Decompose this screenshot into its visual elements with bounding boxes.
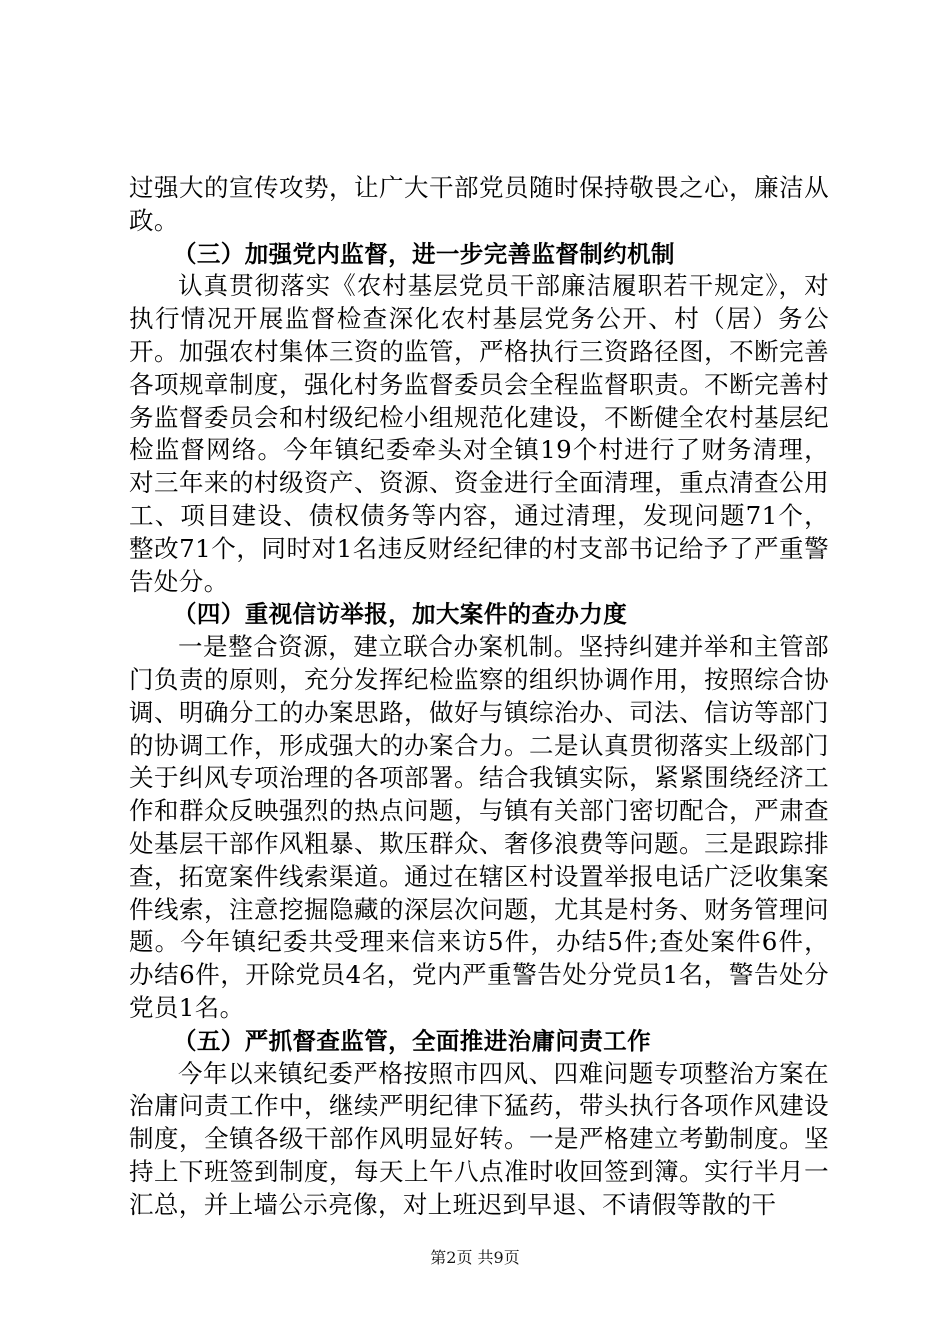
- section-heading-5: （五）严抓督查监管，全面推进治庸问责工作: [173, 1026, 651, 1055]
- paragraph-continuation: 过强大的宣传攻势，让广大干部党员随时保持敬畏之心，廉洁从政。: [129, 173, 829, 235]
- paragraph-section-4: 一是整合资源，建立联合办案机制。坚持纠建并举和主管部门负责的原则，充分发挥纪检监察的组织协调作用，按照综合协调、明确分工的办案思路，做好与镇综治办、司法、信访等部门的协调工作，形成强大的办案合力。二是认真贯彻落实上级部门关于纠风专项治理的各项部署。结合我镇实际，紧紧围绕经济工作和群众反映强烈的热点问题，与镇有关部门密切配合，严肃查处基层干部作风粗暴、欺压群众、奢侈浪费等问题。三是跟踪排查，拓宽案件线索渠道。通过在辖区村设置举报电话广泛收集案件线索，注意挖掘隐藏的深层次问题，尤其是村务、财务管理问题。今年镇纪委共受理来信来访5件，办结5件;查处案件6件，办结6件，开除党员4名，党内严重警告处分党员1名，警告处分党员1名。: [129, 632, 829, 1022]
- section-heading-4: （四）重视信访举报，加大案件的查办力度: [173, 600, 628, 629]
- section-heading-3: （三）加强党内监督，进一步完善监督制约机制: [173, 239, 675, 268]
- page-number-footer: 第2页 共9页: [430, 1248, 520, 1267]
- document-body: [129, 172, 829, 1222]
- paragraph-section-5: 今年以来镇纪委严格按照市四风、四难问题专项整治方案在治庸问责工作中，继续严明纪律下猛药，带头执行各项作风建设制度，全镇各级干部作风明显好转。一是严格建立考勤制度。坚持上下班签到制度，每天上午八点准时收回签到簿。实行半月一汇总，并上墙公示亮像，对上班迟到早退、不请假等散的干: [129, 1058, 829, 1219]
- paragraph-section-3: 认真贯彻落实《农村基层党员干部廉洁履职若干规定》，对执行情况开展监督检查深化农村基层党务公开、村（居）务公开。加强农村集体三资的监管，严格执行三资路径图，不断完善各项规章制度，强化村务监督委员会全程监督职责。不断完善村务监督委员会和村级纪检小组规范化建设，不断健全农村基层纪检监督网络。今年镇纪委牵头对全镇19个村进行了财务清理，对三年来的村级资产、资源、资金进行全面清理，重点清查公用工、项目建设、债权债务等内容，通过清理，发现问题71个，整改71个，同时对1名违反财经纪律的村支部书记给予了严重警告处分。: [129, 271, 829, 596]
